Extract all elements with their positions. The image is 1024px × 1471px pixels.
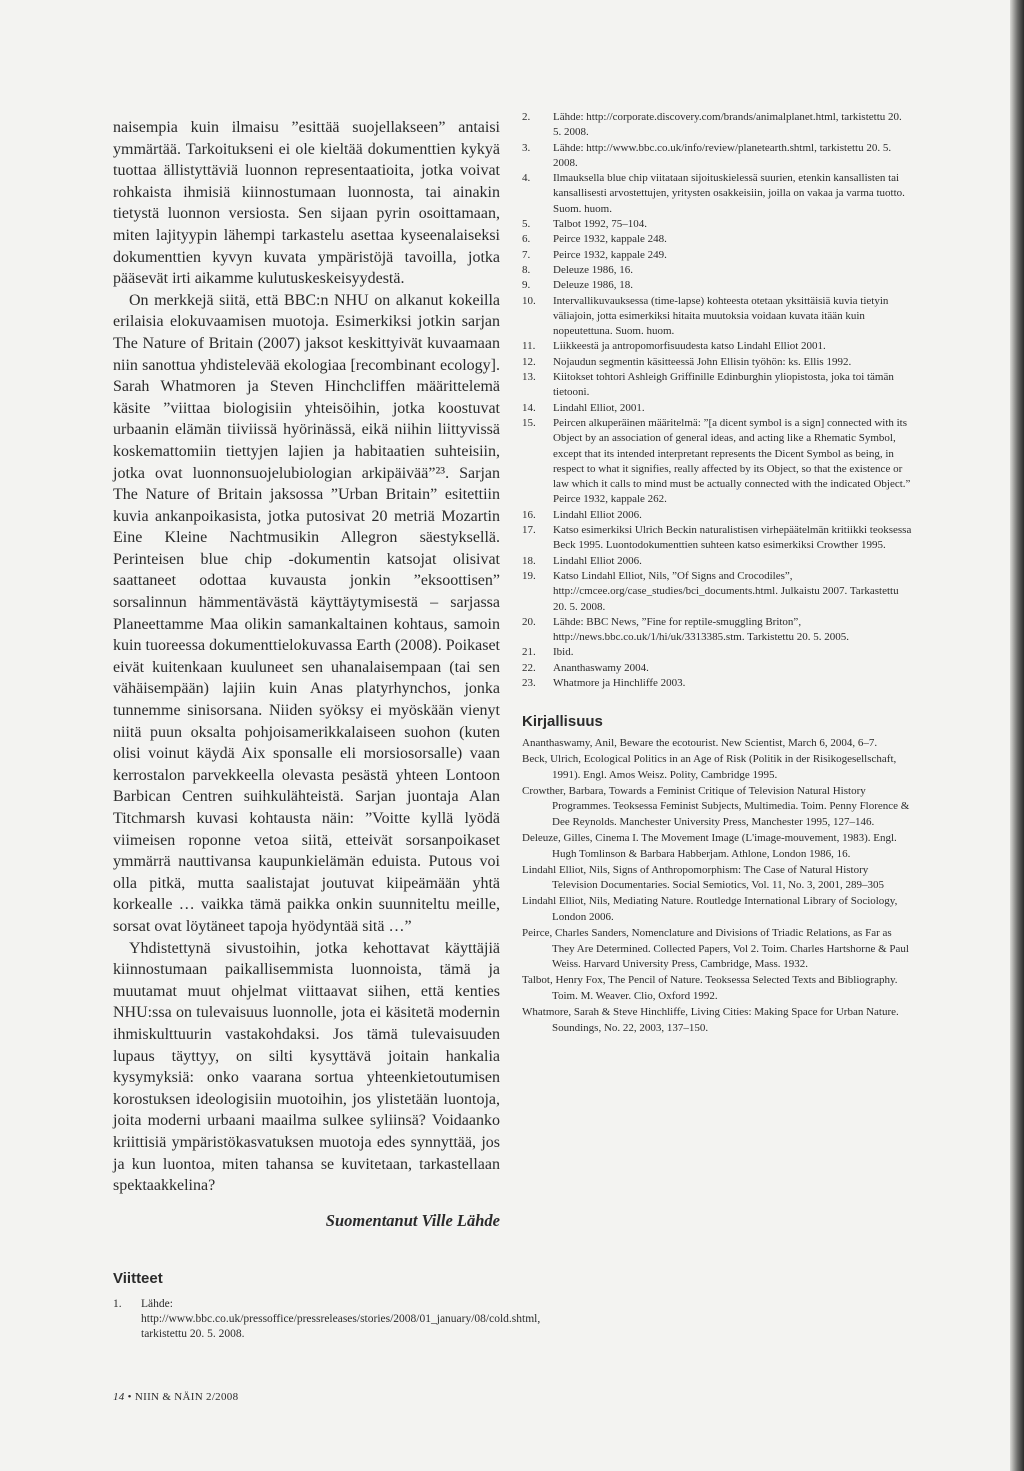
note-text: Ibid.: [553, 646, 574, 659]
notes-list: [522, 110, 912, 691]
note-item: [522, 263, 912, 278]
note-number: 19.: [522, 569, 536, 582]
note-number: 10.: [522, 294, 536, 307]
note-number: 4.: [522, 172, 531, 185]
note-text: Lindahl Elliot 2006.: [553, 554, 642, 567]
note-item-1: [113, 1297, 541, 1342]
bibliography-item: Peirce, Charles Sanders, Nomenclature and Divisions of Triadic Relations, as Far as They Are Determined. Collected Papers, Vol 2. Toim. Charles Hartshorne & Paul Weiss. Harvard University Press, Cambridge, Mass. 1932.: [522, 926, 909, 971]
note-text: Katso Lindahl Elliot, Nils, ”Of Signs and Crocodiles”, http://cmcee.org/case_studies/bci_documents.html. Julkaistu 2007. Tarkastettu 20. 5. 2008.: [553, 569, 899, 613]
note-item: [522, 645, 912, 660]
note-text: Lähde: http://www.bbc.co.uk/info/review/planetearth.shtml, tarkistettu 20. 5. 2008.: [553, 141, 892, 169]
bibliography-item: Beck, Ulrich, Ecological Politics in an Age of Risk (Politik in der Risikogesellschaft, 1991). Engl. Amos Weisz. Polity, Cambridge 1995.: [522, 753, 897, 781]
bibliography-list: [522, 736, 912, 1036]
note-text: Deleuze 1986, 16.: [553, 263, 634, 276]
note-text: Lähde: http://corporate.discovery.com/brands/animalplanet.html, tarkistettu 20. 5. 2008.: [553, 111, 902, 139]
note-item: [522, 141, 912, 172]
note-number: 8.: [522, 263, 531, 276]
page-edge: [1010, 0, 1024, 1471]
note-text: Lähde: http://www.bbc.co.uk/pressoffice/pressreleases/stories/2008/01_january/08/cold.shtml, tarkistettu 20. 5. 2008.: [141, 1298, 541, 1340]
note-number: 12.: [522, 355, 536, 368]
body-paragraph-2: On merkkejä siitä, että BBC:n NHU on alkanut kokeilla erilaisia elokuvaamisen muotoja. Esimerkiksi jotkin sarjan The Nature of Britain (2007) jaksot keskittyivät kuvaamaan niin sanottua yhdistelevää ekologiaa [recombinant ecology]. Sarah Whatmoren ja Steven Hinchcliffen määrittelemä käsite ”viittaa biologisiin yhteisöihin, jotka koostuvat urbaanin elämän tiiviissä hyörinässä, eikä niihin liittyvissä koskemattomiin tiettyjen lajien ja habitaatien suhteisiin, jotka ovat luonnonsuojelubiologian arkipäivää”²³. Sarjan The Nature of Britain jaksossa ”Urban Britain” esitettiin kuvia ankanpoikasista, jotka putosivat 20 metriä Mozartin Eine Kleine Nachtmusikin Allegron säestyksellä. Perinteisen blue chip -dokumentin katsojat olisivat saattaneet odottaa kuvausta jonkin ”eksoottisen” sorsalinnun hämmentävästä käyttäytymisestä – sarjassa Planeettamme Maa olikin samankaltainen kohtaus, samoin kuin tuoreessa dokumenttielokuvassa Earth (2008). Poikaset eivät kuitenkaan kuuluneet sen uhanalaisempaan (tai sen vähäisempään) lajiin kuin Anas platyrhynchos, jonka tunnemme sinisorsana. Niiden syöksy ei myöskään vienyt niitä puun oksalta pohjoisamerikkalaiseen suohon (kuten olisi voinut käydä Aix sponsalle eli morsiosorsalle) vaan kerrostalon parvekkeella olevasta pesästä yhteen Lontoon Barbican Centren suihkulähteistä. Sarjan juontaja Alan Titchmarsh kuvasi kohtausta näin: ”Voitte kyllä lyödä viimeisen roponne vetoa siitä, etteivät sorsanpoikaset ymmärrä nauttivansa kaupunkielämän eduista. Putous voi olla pitkä, mutta saalistajat joutuvat kiipeämään yhtä korkealle … vaikka tämä paikka onkin suunniteltu meille, sorsat ovat löytäneet tapoja hyödyntää sitä …”: [113, 291, 500, 935]
note-text: Ilmauksella blue chip viitataan sijoituskielessä suurien, etenkin kansallisten tai kansallisesti arvostettujen, yritysten osakkeisiin, joilla on vakaa ja varma tuotto. Suom. huom.: [553, 172, 905, 215]
article-column: [113, 117, 500, 1231]
notes-column: [522, 110, 912, 1036]
bibliography-item: Lindahl Elliot, Nils, Signs of Anthropomorphism: The Case of Natural History Television Documentaries. Social Semiotics, Vol. 11, No. 3, 2001, 289–305: [522, 863, 885, 892]
note-item: [522, 615, 912, 646]
note-text: Peirce 1932, kappale 249.: [553, 248, 667, 261]
note-text: Intervallikuvauksessa (time-lapse) kohteesta otetaan yksittäisiä kuvia tietyin väliajoin, jotta esimerkiksi hitaita muutoksia voidaan kuvata itään kuin nopeutettuna. Suom. huom.: [553, 294, 889, 338]
note-item: [522, 569, 912, 615]
footer-bullet: •: [127, 1391, 132, 1403]
note-text: Lähde: BBC News, ”Fine for reptile-smuggling Briton”, http://news.bbc.co.uk/1/hi/uk/3313385.stm. Tarkistettu 20. 5. 2005.: [553, 615, 850, 644]
body-paragraph-1: naisempia kuin ilmaisu ”esittää suojellakseen” antaisi ymmärtää. Tarkoitukseni ei ole kieltää dokumenttien kykyä tuottaa ällistyttäviä luonnon representaatioita, jotka voivat rohkaista ihmisiä kiinnostumaan luonnosta, tai ainakin tietystä luonnon versiosta. Sen sijaan pyrin osoittamaan, miten lajityypin lähempi tarkastelu asettaa kyseenalaiseksi dokumenttien kyvyn kuvata ympäristöjä tavoilla, jotka pääsevät irti aikamme kulutuskeskeisyydestä.: [113, 119, 500, 288]
kirjallisuus-heading: Kirjallisuus: [522, 713, 603, 731]
translator-signature: Suomentanut Ville Lähde: [325, 1210, 500, 1230]
note-item: [522, 523, 912, 554]
note-number: 13.: [522, 371, 536, 384]
note-item: [522, 232, 912, 247]
body-paragraph-3: Yhdistettynä sivustoihin, jotka kehottavat käyttäjiä kiinnostumaan paikallisemmista luonnoista, tämä ja muutamat muut ohjelmat viittaavat siihen, että kenties NHU:ssa on tulevaisuus luonnolle, jota ei käsitetä modernin ihmiskulttuurin vastakohdaksi. Jos tämä tulevaisuuden lupaus täyttyy, on silti kysyttävä joitain hankalia kysymyksiä: onko vaarana sortua yhteenkietoutumisen korostuksen ideologisiin muotoihin, jos ylistetään luontoja, joita moderni urbaani maailma sulkee syliinsä? Voidaanko kriittisiä ympäristökasvatuksen muotoja edes synnyttää, jos ja kun luontoa, miten tahansa se kuvitetaan, tarkastellaan spektaakkelina?: [113, 939, 500, 1195]
note-text: Nojaudun segmentin käsitteessä John Ellisin työhön: ks. Ellis 1992.: [553, 355, 852, 368]
note-item: [522, 661, 912, 676]
bibliography-item: Talbot, Henry Fox, The Pencil of Nature. Teoksessa Selected Texts and Bibliography. Toim. M. Weaver. Clio, Oxford 1992.: [522, 974, 898, 1003]
note-number: 23.: [522, 676, 536, 689]
note-number: 2.: [522, 111, 531, 123]
note-text: Katso esimerkiksi Ulrich Beckin naturalistisen virhepäätelmän kritiikki teoksessa Beck 1995. Luontodokumenttien suhteen katso esimerkiksi Crowther 1995.: [553, 524, 912, 552]
page-number: 14: [113, 1391, 125, 1403]
note-text: Deleuze 1986, 18.: [553, 279, 634, 292]
note-number: 16.: [522, 508, 536, 521]
bibliography-item: Whatmore, Sarah & Steve Hinchliffe, Living Cities: Making Space for Urban Nature. Soundings, No. 22, 2003, 137–150.: [522, 1005, 899, 1034]
note-number: 6.: [522, 233, 531, 246]
note-number: 22.: [522, 661, 536, 674]
note-item: [522, 294, 912, 340]
note-number: 7.: [522, 248, 531, 261]
note-text: Ananthaswamy 2004.: [553, 661, 649, 674]
bibliography-item: Ananthaswamy, Anil, Beware the ecotourist. New Scientist, March 6, 2004, 6–7.: [522, 737, 878, 750]
note-item: [522, 401, 912, 416]
note-item: [522, 416, 912, 508]
magazine-name: NIIN & NÄIN: [134, 1391, 203, 1403]
note-text: Liikkeestä ja antropomorfisuudesta katso Lindahl Elliot 2001.: [553, 340, 826, 353]
note-item: [522, 508, 912, 523]
note-item: [522, 278, 912, 293]
note-number: 20.: [522, 615, 536, 628]
bibliography-item: Crowther, Barbara, Towards a Feminist Critique of Television Natural History Programmes. Teoksessa Feminist Subjects, Multimedia. Toim. Penny Florence & Dee Reynolds. Manchester University Press, Manchester 1995, 127–146.: [522, 784, 910, 829]
note-number: 1.: [113, 1298, 122, 1310]
note-text: Peircen alkuperäinen määritelmä: ”[a dicent symbol is a sign] connected with its Object by an association of general ideas, and acting like a Rhematic Symbol, except that its intended interpretant represents the Dicent Symbol as being, in respect to what it signifies, really affected by its Object, so that the existence or law which it calls to mind must be actually connected with the indicated Object.” Peirce 1932, kappale 262.: [553, 416, 911, 506]
note-number: 15.: [522, 416, 536, 429]
note-item: [522, 110, 912, 141]
viitteet-heading: Viitteet: [113, 1270, 163, 1287]
bibliography-item: Lindahl Elliot, Nils, Mediating Nature. Routledge International Library of Sociology, London 2006.: [522, 895, 898, 924]
note-number: 18.: [522, 554, 536, 567]
note-number: 9.: [522, 279, 531, 292]
note-item: [522, 248, 912, 263]
note-text: Lindahl Elliot, 2001.: [553, 401, 645, 414]
note-number: 11.: [522, 340, 536, 353]
note-text: Kiitokset tohtori Ashleigh Griffinille Edinburghin yliopistosta, joka toi tämän tietooni.: [553, 371, 894, 399]
note-number: 3.: [522, 141, 531, 154]
note-item: [522, 339, 912, 354]
note-item: [522, 370, 912, 401]
note-text: Peirce 1932, kappale 248.: [553, 233, 667, 246]
note-text: Lindahl Elliot 2006.: [553, 508, 642, 521]
note-text: Talbot 1992, 75–104.: [553, 218, 647, 231]
note-item: [522, 676, 912, 691]
note-number: 21.: [522, 646, 536, 659]
bibliography-item: Deleuze, Gilles, Cinema I. The Movement Image (L'image-mouvement, 1983). Engl. Hugh Tomlinson & Barbara Habberjam. Athlone, London 1986, 16.: [522, 832, 897, 860]
note-item: [522, 554, 912, 569]
note-item: [522, 355, 912, 370]
note-number: 17.: [522, 524, 536, 537]
note-text: Whatmore ja Hinchliffe 2003.: [553, 676, 686, 689]
issue-number: 2/2008: [206, 1391, 239, 1403]
note-number: 5.: [522, 218, 531, 231]
note-item: [522, 171, 912, 217]
note-item: [522, 217, 912, 232]
page-footer: [113, 1391, 238, 1403]
note-number: 14.: [522, 401, 536, 414]
